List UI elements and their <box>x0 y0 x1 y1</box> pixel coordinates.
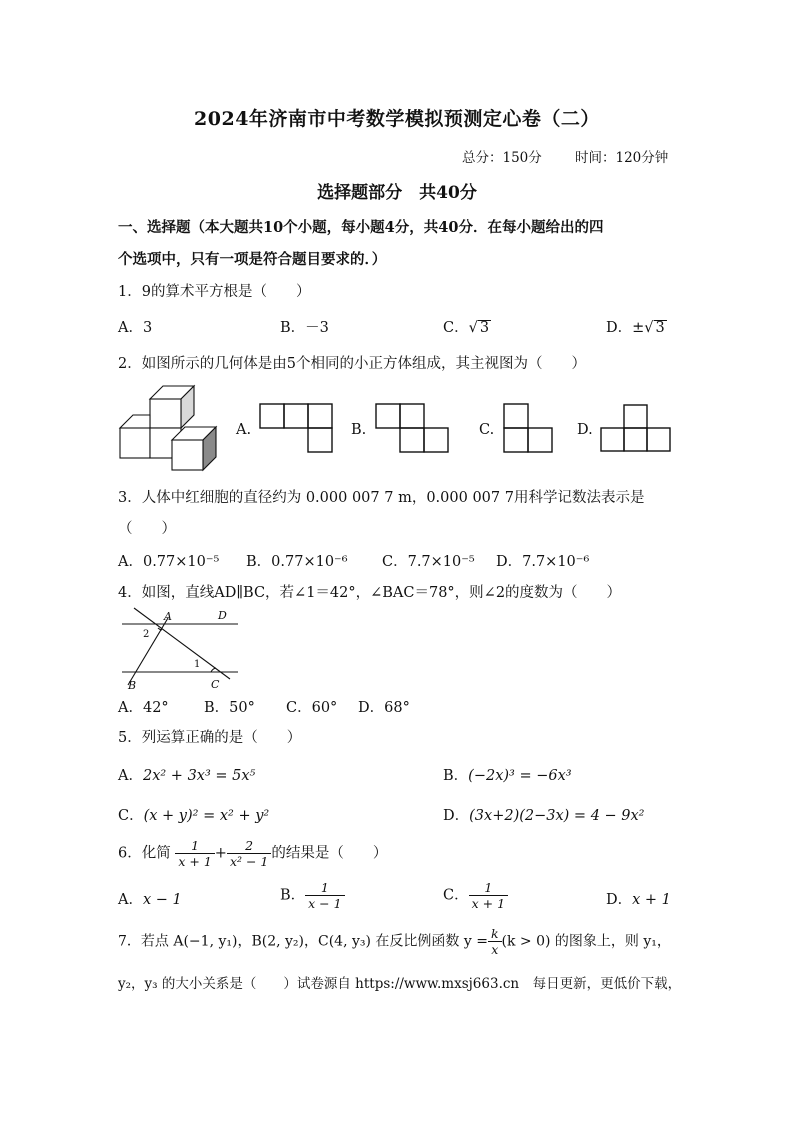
q7-fraction-den: x <box>491 942 499 957</box>
section-heading: 选择题部分 共40分 <box>317 183 477 203</box>
q5-option-d <box>443 804 645 825</box>
q2-option-c-figure <box>503 403 557 455</box>
q4-option-d: D．68° <box>358 700 410 716</box>
q6-option-c-num: 1 <box>469 880 508 896</box>
q5-option-d-label: D． <box>443 808 470 824</box>
q6-fraction-2-num: 2 <box>227 838 271 854</box>
q5-option-c-label: C． <box>118 808 144 824</box>
q7-fraction <box>488 926 502 957</box>
q6-option-d-expr: x + 1 <box>632 892 671 908</box>
part1-heading: 一、选择题（本大题共10个小题，每小题4分，共40分．在每小题给出的四 <box>118 219 604 236</box>
q7-stem-a: 7．若点 A(−1, y₁)，B(2, y₂)，C(4, y₃) 在反比例函数 y = <box>118 933 488 950</box>
q6-option-a-expr: x − 1 <box>142 892 182 908</box>
q2-stem: 2．如图所示的几何体是由5个相同的小正方体组成，其主视图为（ ） <box>118 356 586 372</box>
q1-option-c-radicand: 3 <box>479 320 490 336</box>
q4-option-a: A．42° <box>118 700 169 716</box>
q4-option-c: C．60° <box>286 700 338 716</box>
q1-option-d-radicand: 3 <box>655 320 665 336</box>
exam-time: 时间：120分钟 <box>575 150 669 166</box>
q5-option-d-expr: (3x+2)(2−3x) = 4 − 9x² <box>469 808 645 824</box>
q3-option-b: B．0.77×10⁻⁶ <box>246 554 348 570</box>
q3-stem-cont: （ ） <box>118 521 176 537</box>
q6-option-a <box>118 888 182 909</box>
q6-option-c-fraction <box>469 880 508 911</box>
q7-line2: y₂，y₃ 的大小关系是（ ）试卷源自 https://www.mxsj663.cn 每日更新，更低价下载， <box>118 976 682 992</box>
q3-stem: 3．人体中红细胞的直径约为 0.000 007 7 m，0.000 007 7用科学记数法表示是 <box>118 490 645 506</box>
q7-fraction-num: k <box>488 926 502 942</box>
q2-option-d-label: D. <box>577 422 593 438</box>
total-score: 总分：150分 <box>462 150 542 166</box>
q2-option-d-figure <box>600 404 674 454</box>
q6-stem-prefix: 6．化简 <box>118 845 171 862</box>
q6-option-b-fraction <box>305 880 344 911</box>
q3-option-c: C．7.7×10⁻⁵ <box>382 554 475 570</box>
q4-angle-1-label: 1 <box>194 659 201 670</box>
q1-option-c: C．√ 3 <box>443 320 490 336</box>
q6-fraction-2 <box>227 838 271 869</box>
q3-option-a: A．0.77×10⁻⁵ <box>118 554 220 570</box>
q4-stem: 4．如图，直线AD∥BC，若∠1＝42°，∠BAC＝78°，则∠2的度数为（ ） <box>118 585 622 601</box>
q6-stem-suffix: 的结果是（ ） <box>271 845 388 862</box>
q6-plus: + <box>214 845 227 862</box>
q1-option-d: D．±√ 3 <box>606 320 665 336</box>
q2-option-b-figure <box>375 403 451 455</box>
q4-label-d: D <box>218 609 227 622</box>
q5-option-a-label: A． <box>118 768 143 784</box>
q3-option-d: D．7.7×10⁻⁶ <box>496 554 590 570</box>
page-title: 2024年济南市中考数学模拟预测定心卷（二） <box>194 108 600 130</box>
q5-option-c-expr: (x + y)² = x² + y² <box>143 808 270 824</box>
q1-option-b: B．－3 <box>280 320 329 336</box>
q6-option-a-label: A． <box>118 892 143 908</box>
q2-option-a-label: A. <box>236 422 252 438</box>
q2-option-c-label: C. <box>479 422 495 438</box>
q6-fraction-1-num: 1 <box>175 838 214 854</box>
q6-option-c-den: x + 1 <box>471 896 506 911</box>
q6-option-c-label: C． <box>443 887 469 904</box>
q2-option-b-label: B. <box>351 422 367 438</box>
q5-option-a-expr: 2x² + 3x³ = 5x⁵ <box>142 768 256 784</box>
q1-option-a: A．3 <box>118 320 153 336</box>
q5-option-b <box>443 764 572 785</box>
q6-fraction-1 <box>175 838 214 869</box>
q5-option-b-expr: (−2x)³ = −6x³ <box>468 768 572 784</box>
q4-label-b: B <box>128 679 137 692</box>
q2-solid-figure <box>118 384 220 472</box>
q6-option-b-label: B． <box>280 887 306 904</box>
q6-option-b <box>280 880 345 911</box>
q4-label-a: A <box>164 610 172 623</box>
q7-stem <box>118 926 671 957</box>
q6-option-d-label: D． <box>606 892 633 908</box>
q6-stem <box>118 838 387 869</box>
q2-option-a-figure <box>259 403 337 455</box>
q6-fraction-2-den: x² − 1 <box>229 854 269 869</box>
part1-heading-cont: 个选项中，只有一项是符合题目要求的．） <box>118 251 387 268</box>
q6-option-b-num: 1 <box>305 880 344 896</box>
q6-option-b-den: x − 1 <box>308 896 342 911</box>
q4-angle-2-label: 2 <box>143 629 150 640</box>
q1-option-c-label: C． <box>443 320 469 336</box>
q4-option-b: B．50° <box>204 700 255 716</box>
q4-figure <box>118 606 240 692</box>
q1-option-d-label: D．± <box>606 320 645 336</box>
q7-stem-b: (k > 0) 的图象上，则 y₁， <box>501 933 671 950</box>
q5-stem: 5．列运算正确的是（ ） <box>118 730 302 746</box>
q4-label-c: C <box>211 678 220 691</box>
q5-option-c <box>118 804 269 825</box>
q6-fraction-1-den: x + 1 <box>178 854 212 869</box>
q6-option-d <box>606 888 671 909</box>
q6-option-c <box>443 880 508 911</box>
q1-stem: 1．9的算术平方根是（ ） <box>118 284 311 300</box>
q5-option-a <box>118 764 255 785</box>
q5-option-b-label: B． <box>443 768 469 784</box>
